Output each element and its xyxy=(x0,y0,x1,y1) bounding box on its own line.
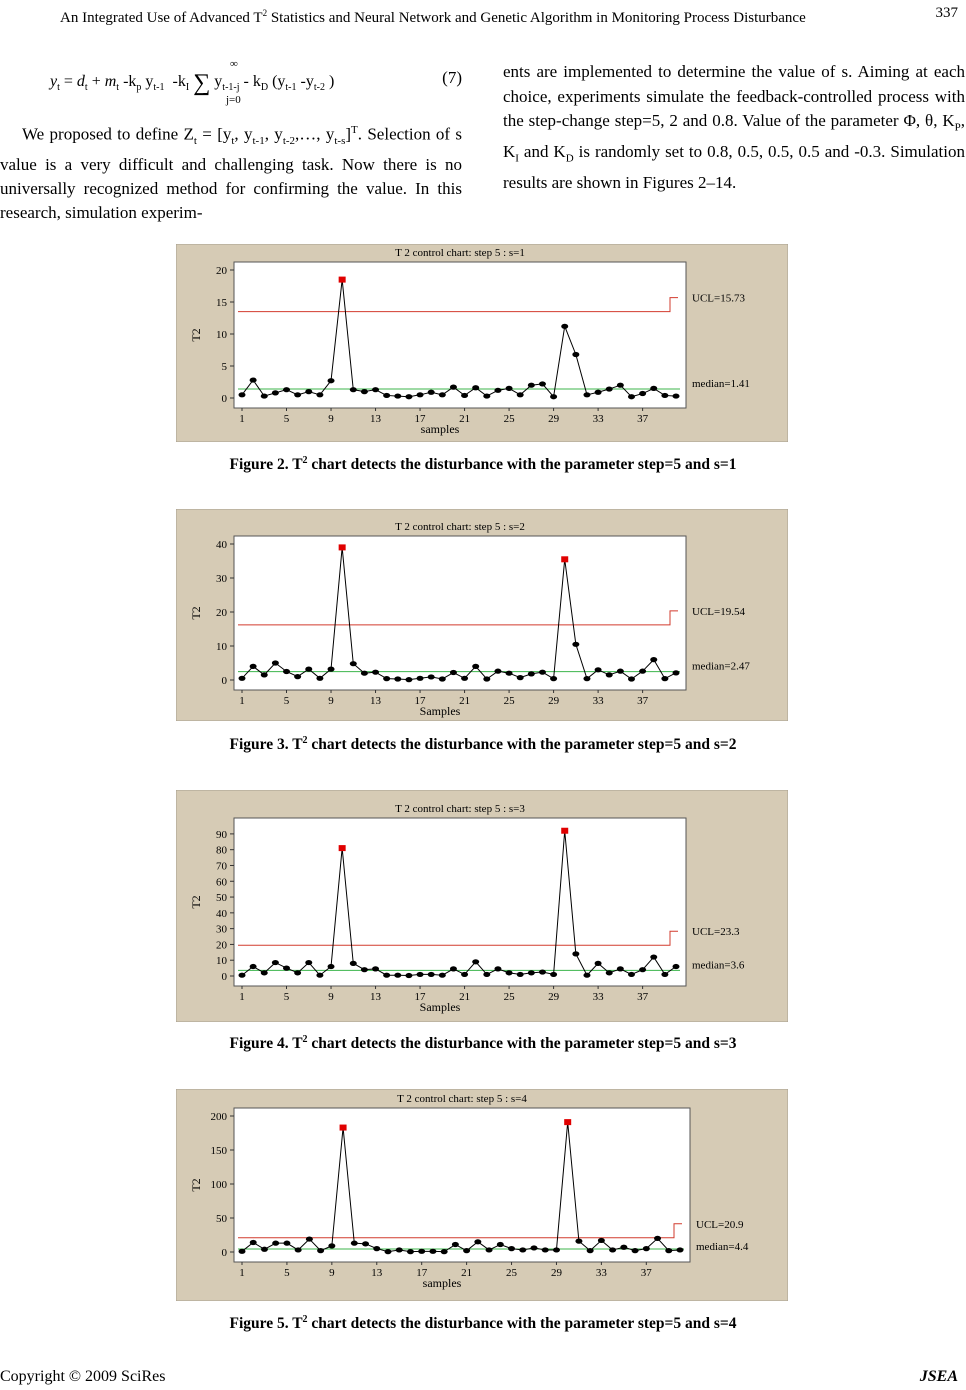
out-of-control-point xyxy=(339,845,346,851)
data-point xyxy=(316,973,323,978)
x-tick-label: 17 xyxy=(414,991,426,1003)
data-point xyxy=(606,970,613,975)
x-tick-label: 17 xyxy=(416,1267,428,1279)
y-tick-label: 10 xyxy=(216,329,227,341)
data-point xyxy=(272,1241,279,1246)
x-tick-label: 25 xyxy=(503,413,515,425)
x-tick-label: 29 xyxy=(548,991,560,1003)
figure-4-chart xyxy=(176,790,788,1022)
running-title: An Integrated Use of Advanced $T^2$ Statistics and Neural Network and Genetic Algorithm in Monitoring Process Disturbance xyxy=(60,8,806,26)
data-point xyxy=(528,671,535,676)
data-point xyxy=(239,676,246,681)
x-tick-label: 29 xyxy=(548,695,560,707)
x-tick-label: 33 xyxy=(592,413,604,425)
data-point xyxy=(418,1249,425,1254)
y-tick-label: 20 xyxy=(216,265,227,277)
data-point xyxy=(643,1246,650,1251)
data-point xyxy=(617,383,624,388)
figure-4-caption: Figure 4. $T^2$ chart detects the disturbance with the parameter step=5 and s=3 xyxy=(229,1034,737,1053)
data-point xyxy=(383,973,390,978)
y-tick-label: 90 xyxy=(216,828,227,841)
data-point xyxy=(294,392,301,397)
data-point xyxy=(583,973,590,978)
y-tick-label: 5 xyxy=(221,361,227,373)
data-point xyxy=(650,386,657,391)
data-point xyxy=(506,671,513,676)
data-point xyxy=(572,352,579,357)
data-point xyxy=(452,1242,459,1247)
x-tick-label: 33 xyxy=(595,1267,607,1279)
data-point xyxy=(328,1243,335,1248)
data-point xyxy=(617,669,624,674)
data-point xyxy=(572,951,579,956)
data-point xyxy=(429,1249,436,1254)
data-point xyxy=(508,1246,515,1251)
data-point xyxy=(295,1247,302,1252)
data-point xyxy=(598,1238,605,1243)
data-point xyxy=(450,966,457,971)
y-tick-label: 0 xyxy=(221,675,227,687)
y-tick-label: 40 xyxy=(216,907,227,920)
plot-area xyxy=(234,1108,690,1262)
data-point xyxy=(539,381,546,386)
x-tick-label: 9 xyxy=(329,1267,335,1279)
data-point xyxy=(461,972,468,977)
data-point xyxy=(572,642,579,647)
out-of-control-point xyxy=(339,544,346,550)
data-point xyxy=(483,676,490,681)
x-axis-label: samples xyxy=(422,1276,462,1290)
data-point xyxy=(550,676,557,681)
data-point xyxy=(483,393,490,398)
y-tick-label: 20 xyxy=(216,607,227,619)
data-point xyxy=(539,670,546,675)
y-axis-label: T2 xyxy=(189,328,203,342)
y-tick-label: 80 xyxy=(216,844,227,857)
data-point xyxy=(483,972,490,977)
out-of-control-point xyxy=(339,277,346,283)
data-point xyxy=(316,676,323,681)
data-point xyxy=(316,392,323,397)
chart-title: T 2 control chart: step 5 : s=1 xyxy=(395,247,525,259)
data-point xyxy=(306,1236,313,1241)
y-tick-label: 0 xyxy=(221,1247,227,1259)
y-tick-label: 40 xyxy=(216,539,227,551)
median-label: median=2.47 xyxy=(692,660,750,673)
data-point xyxy=(606,672,613,677)
data-point xyxy=(405,677,412,682)
data-point xyxy=(305,389,312,394)
x-tick-label: 37 xyxy=(637,991,649,1003)
plot-area xyxy=(234,536,686,690)
data-point xyxy=(361,671,368,676)
data-point xyxy=(528,970,535,975)
data-point xyxy=(283,966,290,971)
data-point xyxy=(639,967,646,972)
ucl-label: UCL=15.73 xyxy=(692,292,745,305)
data-point xyxy=(650,954,657,959)
data-point xyxy=(261,970,268,975)
y-tick-label: 0 xyxy=(221,393,227,405)
x-tick-label: 13 xyxy=(370,695,382,707)
data-point xyxy=(677,1247,684,1252)
x-tick-label: 21 xyxy=(459,991,471,1003)
data-point xyxy=(497,1242,504,1247)
x-tick-label: 1 xyxy=(239,1267,245,1279)
equation-body: $y_t = d_t + m_t$ $-k_p$ $y_{t-1}$ $-k_I$ ∑ $y_{t-1-j} - k_D$ ($y_{t-1}$ $-y_{t-2}$ ) xyxy=(50,70,335,96)
data-point xyxy=(583,676,590,681)
data-point xyxy=(394,676,401,681)
data-point xyxy=(461,393,468,398)
x-tick-label: 25 xyxy=(506,1267,518,1279)
data-point xyxy=(394,393,401,398)
data-point xyxy=(239,1249,246,1254)
data-point xyxy=(385,1249,392,1254)
data-point xyxy=(639,669,646,674)
x-tick-label: 13 xyxy=(371,1267,383,1279)
data-point xyxy=(606,386,613,391)
x-tick-label: 5 xyxy=(283,413,290,425)
data-point xyxy=(350,661,357,666)
y-tick-label: 10 xyxy=(216,641,227,653)
ucl-label: UCL=19.54 xyxy=(692,605,745,618)
data-point xyxy=(396,1247,403,1252)
data-point xyxy=(494,669,501,674)
x-tick-label: 21 xyxy=(461,1267,473,1279)
data-point xyxy=(595,667,602,672)
y-tick-label: 0 xyxy=(221,971,227,983)
data-point xyxy=(583,392,590,397)
data-point xyxy=(372,670,379,675)
equation-7 xyxy=(50,58,462,108)
data-point xyxy=(361,967,368,972)
journal-abbreviation: JSEA xyxy=(919,1368,958,1385)
data-point xyxy=(428,674,435,679)
data-point xyxy=(528,383,535,388)
page-number: 337 xyxy=(935,5,958,21)
plot-area xyxy=(234,818,686,986)
data-point xyxy=(405,973,412,978)
median-label: median=3.6 xyxy=(692,959,745,972)
data-point xyxy=(661,393,668,398)
y-tick-label: 70 xyxy=(216,860,227,873)
chart-title: T 2 control chart: step 5 : s=4 xyxy=(397,1093,527,1105)
data-point xyxy=(261,672,268,677)
body-paragraph-left: We proposed to define $Z_t = [y_t$, $y_{t-1}$, $y_{t-2},\dots$, $y_{t-s}]^T$. Selection of s value is a very difficult and challenging task. Now there is no universally recognized method for confirming the value. In this research, simulation experim- xyxy=(0,124,463,223)
data-point xyxy=(305,667,312,672)
y-tick-label: 50 xyxy=(216,1213,227,1225)
median-label: median=4.4 xyxy=(696,1241,749,1254)
x-tick-label: 17 xyxy=(414,695,426,707)
sum-upper-limit: ∞ xyxy=(230,58,238,70)
data-point xyxy=(472,385,479,390)
data-point xyxy=(517,675,524,680)
y-tick-label: 100 xyxy=(210,1179,227,1191)
y-tick-label: 30 xyxy=(216,923,227,936)
data-point xyxy=(461,676,468,681)
data-point xyxy=(673,964,680,969)
data-point xyxy=(486,1247,493,1252)
out-of-control-point xyxy=(340,1125,347,1131)
data-point xyxy=(628,394,635,399)
x-tick-label: 1 xyxy=(239,413,245,425)
data-point xyxy=(550,972,557,977)
data-point xyxy=(294,970,301,975)
x-tick-label: 1 xyxy=(239,991,245,1003)
data-point xyxy=(494,966,501,971)
data-point xyxy=(617,966,624,971)
figure-3-caption: Figure 3. $T^2$ chart detects the disturbance with the parameter step=5 and s=2 xyxy=(229,735,737,754)
x-tick-label: 17 xyxy=(414,413,426,425)
out-of-control-point xyxy=(564,1119,571,1125)
data-point xyxy=(373,1246,380,1251)
data-point xyxy=(272,660,279,665)
data-point xyxy=(405,394,412,399)
x-tick-label: 33 xyxy=(592,695,604,707)
data-point xyxy=(472,959,479,964)
chart-title: T 2 control chart: step 5 : s=3 xyxy=(395,803,525,815)
data-point xyxy=(519,1247,526,1252)
data-point xyxy=(350,961,357,966)
data-point xyxy=(439,973,446,978)
data-point xyxy=(575,1239,582,1244)
x-tick-label: 33 xyxy=(592,991,604,1003)
data-point xyxy=(628,676,635,681)
x-tick-label: 1 xyxy=(239,695,245,707)
x-axis-label: Samples xyxy=(419,704,461,718)
x-tick-label: 13 xyxy=(370,413,382,425)
data-point xyxy=(628,972,635,977)
x-tick-label: 25 xyxy=(503,991,515,1003)
data-point xyxy=(417,972,424,977)
data-point xyxy=(494,388,501,393)
data-point xyxy=(372,387,379,392)
data-point xyxy=(595,961,602,966)
data-point xyxy=(439,392,446,397)
data-point xyxy=(595,390,602,395)
data-point xyxy=(261,393,268,398)
data-point xyxy=(294,674,301,679)
data-point xyxy=(665,1248,672,1253)
chart-title: T 2 control chart: step 5 : s=2 xyxy=(395,521,525,533)
data-point xyxy=(272,960,279,965)
data-point xyxy=(283,1241,290,1246)
data-point xyxy=(272,390,279,395)
figure-2-caption: Figure 2. $T^2$ chart detects the disturbance with the parameter step=5 and s=1 xyxy=(229,455,737,474)
y-tick-label: 150 xyxy=(210,1145,227,1157)
data-point xyxy=(317,1248,324,1253)
data-point xyxy=(328,378,335,383)
x-tick-label: 25 xyxy=(503,695,515,707)
out-of-control-point xyxy=(561,828,568,834)
data-point xyxy=(328,667,335,672)
data-point xyxy=(517,392,524,397)
data-point xyxy=(439,676,446,681)
x-tick-label: 37 xyxy=(640,1267,652,1279)
data-point xyxy=(609,1247,616,1252)
x-tick-label: 37 xyxy=(637,413,649,425)
figure-5-chart xyxy=(176,1089,788,1301)
x-axis-label: Samples xyxy=(419,1000,461,1014)
data-point xyxy=(350,387,357,392)
x-tick-label: 5 xyxy=(283,695,290,707)
data-point xyxy=(542,1247,549,1252)
x-tick-label: 5 xyxy=(284,1267,290,1279)
data-point xyxy=(539,969,546,974)
data-point xyxy=(673,393,680,398)
data-point xyxy=(639,391,646,396)
data-point xyxy=(283,387,290,392)
data-point xyxy=(239,973,246,978)
data-point xyxy=(441,1249,448,1254)
x-tick-label: 21 xyxy=(459,695,471,707)
x-tick-label: 5 xyxy=(283,991,290,1003)
running-header xyxy=(0,2,966,26)
data-point xyxy=(561,324,568,329)
data-point xyxy=(362,1241,369,1246)
x-tick-label: 29 xyxy=(550,1267,562,1279)
x-tick-label: 37 xyxy=(637,695,649,707)
data-point xyxy=(506,386,513,391)
data-point xyxy=(661,972,668,977)
data-point xyxy=(351,1241,358,1246)
figure-2-chart xyxy=(176,244,788,442)
x-tick-label: 9 xyxy=(328,413,334,425)
data-point xyxy=(250,664,257,669)
data-point xyxy=(417,676,424,681)
data-point xyxy=(383,393,390,398)
data-point xyxy=(463,1248,470,1253)
x-tick-label: 29 xyxy=(548,413,560,425)
data-point xyxy=(650,657,657,662)
data-point xyxy=(472,664,479,669)
data-point xyxy=(517,972,524,977)
data-point xyxy=(372,966,379,971)
data-point xyxy=(239,392,246,397)
data-point xyxy=(250,1240,257,1245)
data-point xyxy=(661,676,668,681)
data-point xyxy=(531,1245,538,1250)
y-tick-label: 30 xyxy=(216,573,227,585)
ucl-label: UCL=23.3 xyxy=(692,926,740,939)
x-tick-label: 13 xyxy=(370,991,382,1003)
data-point xyxy=(428,972,435,977)
y-tick-label: 50 xyxy=(216,892,227,905)
data-point xyxy=(654,1236,661,1241)
sum-lower-limit: j=0 xyxy=(226,94,241,106)
x-tick-label: 9 xyxy=(328,991,334,1003)
data-point xyxy=(450,670,457,675)
y-tick-label: 15 xyxy=(216,297,227,309)
data-point xyxy=(428,390,435,395)
data-point xyxy=(361,389,368,394)
body-paragraph-right: ents are implemented to determine the value of s. Aiming at each choice, experiments simulate the feedback-controlled process with the step-change step=5, 2 and 0.8. Value of the parameter Φ, θ, $K_P$, $K_I$ and $K_D$ is randomly set to 0.8, 0.5, 0.5, 0.5 and -0.3. Simulation results are shown in Figures 2–14. xyxy=(503,62,965,192)
data-point xyxy=(305,960,312,965)
data-point xyxy=(250,377,257,382)
data-point xyxy=(450,385,457,390)
figure-3-chart xyxy=(176,509,788,721)
data-point xyxy=(394,973,401,978)
copyright-notice: Copyright © 2009 SciRes xyxy=(0,1368,166,1385)
data-point xyxy=(474,1239,481,1244)
data-point xyxy=(550,394,557,399)
data-point xyxy=(250,964,257,969)
data-point xyxy=(283,669,290,674)
y-tick-label: 60 xyxy=(216,876,227,889)
x-axis-label: samples xyxy=(420,422,460,436)
y-axis-label: T2 xyxy=(189,606,203,620)
median-label: median=1.41 xyxy=(692,377,750,390)
x-tick-label: 21 xyxy=(459,413,471,425)
data-point xyxy=(506,970,513,975)
data-point xyxy=(383,676,390,681)
ucl-label: UCL=20.9 xyxy=(696,1218,744,1231)
x-tick-label: 9 xyxy=(328,695,334,707)
data-point xyxy=(261,1247,268,1252)
data-point xyxy=(632,1248,639,1253)
data-point xyxy=(328,964,335,969)
y-tick-label: 200 xyxy=(210,1111,227,1123)
figure-5-caption: Figure 5. $T^2$ chart detects the disturbance with the parameter step=5 and s=4 xyxy=(229,1314,737,1333)
data-point xyxy=(620,1245,627,1250)
y-axis-label: T2 xyxy=(189,895,203,909)
equation-number: (7) xyxy=(442,68,462,87)
data-point xyxy=(587,1248,594,1253)
y-axis-label: T2 xyxy=(189,1178,203,1192)
data-point xyxy=(553,1247,560,1252)
out-of-control-point xyxy=(561,556,568,562)
y-tick-label: 20 xyxy=(216,939,227,952)
data-point xyxy=(673,670,680,675)
data-point xyxy=(407,1249,414,1254)
y-tick-label: 10 xyxy=(216,955,227,968)
data-point xyxy=(417,392,424,397)
